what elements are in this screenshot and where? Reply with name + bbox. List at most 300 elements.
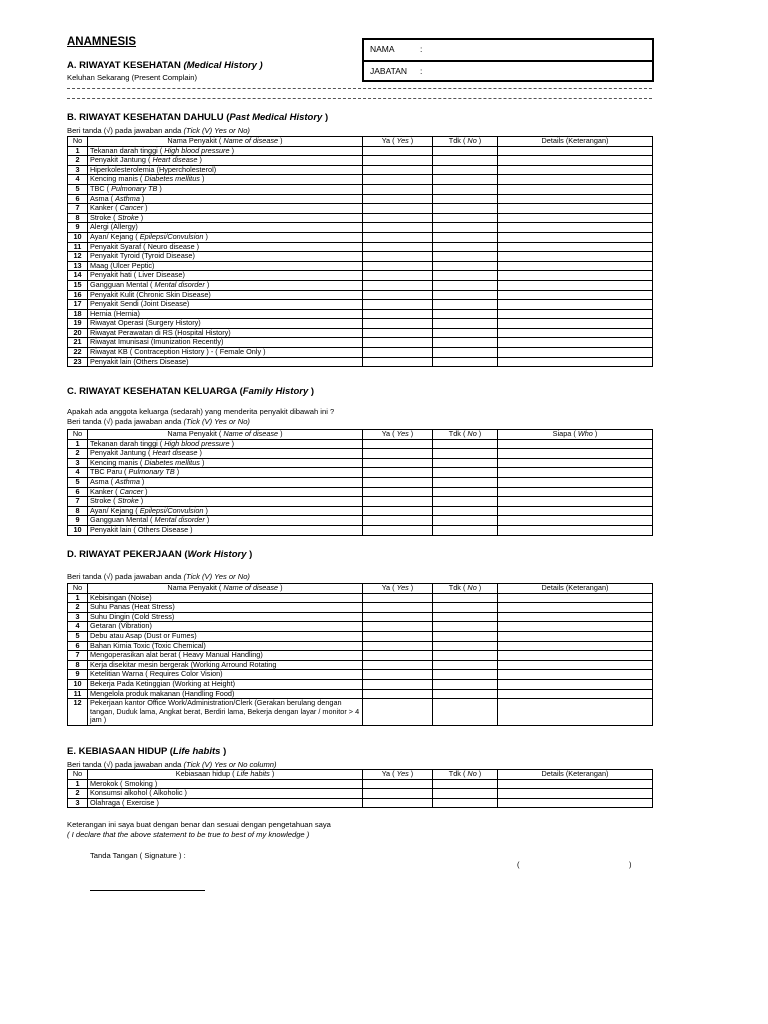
table-row (68, 146, 653, 156)
row-number: 6 (68, 194, 88, 204)
row-label: Hiperkolesterolemia (Hypercholesterol) (88, 165, 363, 175)
details-cell[interactable] (498, 660, 653, 670)
table-row (68, 631, 653, 641)
section-b-instruction (67, 126, 250, 135)
details-cell[interactable] (498, 156, 653, 166)
row-number: 19 (68, 319, 88, 329)
row-number: 2 (68, 789, 88, 799)
row-number: 1 (68, 779, 88, 789)
no-cell[interactable] (433, 357, 498, 367)
row-number: 8 (68, 506, 88, 516)
row-label: Riwayat Imunisasi (Imunization Recently) (88, 338, 363, 348)
details-cell[interactable] (498, 689, 653, 699)
row-label: Gangguan Mental ( Mental disorder ) (88, 516, 363, 526)
no-cell[interactable] (433, 439, 498, 449)
details-cell[interactable] (498, 603, 653, 613)
yes-cell[interactable] (363, 603, 433, 613)
row-label: Konsumsi alkohol ( Alkoholic ) (88, 789, 363, 799)
yes-cell[interactable] (363, 194, 433, 204)
work-history-header-row (68, 584, 653, 594)
yes-cell[interactable] (363, 651, 433, 661)
table-row (68, 280, 653, 290)
no-cell[interactable] (433, 232, 498, 242)
details-cell[interactable] (498, 641, 653, 651)
no-cell[interactable] (433, 184, 498, 194)
family-history-col-header: Tdk ( No ) (433, 430, 498, 440)
row-number: 5 (68, 477, 88, 487)
details-cell[interactable] (498, 213, 653, 223)
no-cell[interactable] (433, 487, 498, 497)
yes-cell[interactable] (363, 458, 433, 468)
table-row (68, 252, 653, 262)
section-a-title-text: A. RIWAYAT KESEHATAN (67, 60, 181, 71)
table-row (68, 603, 653, 613)
details-cell[interactable] (498, 184, 653, 194)
yes-cell[interactable] (363, 280, 433, 290)
yes-cell[interactable] (363, 348, 433, 358)
no-cell[interactable] (433, 319, 498, 329)
no-cell[interactable] (433, 651, 498, 661)
details-cell[interactable] (498, 204, 653, 214)
row-label: Penyakit Syaraf ( Neuro disease ) (88, 242, 363, 252)
details-cell[interactable] (498, 223, 653, 233)
table-row (68, 242, 653, 252)
declaration-line-2 (67, 830, 309, 839)
row-label: Stroke ( Stroke ) (88, 213, 363, 223)
table-row (68, 290, 653, 300)
no-cell[interactable] (433, 603, 498, 613)
no-cell[interactable] (433, 789, 498, 799)
details-cell[interactable] (498, 779, 653, 789)
table-row (68, 699, 653, 726)
yes-cell[interactable] (363, 468, 433, 478)
yes-cell[interactable] (363, 213, 433, 223)
no-cell[interactable] (433, 593, 498, 603)
row-label: Penyakit Jantung ( Heart disease ) (88, 156, 363, 166)
yes-cell[interactable] (363, 798, 433, 808)
details-cell[interactable] (498, 175, 653, 185)
details-cell[interactable] (498, 146, 653, 156)
details-cell[interactable] (498, 280, 653, 290)
yes-cell[interactable] (363, 165, 433, 175)
table-row (68, 439, 653, 449)
yes-cell[interactable] (363, 641, 433, 651)
section-a-subtitle: Keluhan Sekarang (Present Complain) (67, 73, 198, 82)
row-label: Kebisingan (Noise) (88, 593, 363, 603)
no-cell[interactable] (433, 458, 498, 468)
work-history-table (67, 583, 653, 726)
details-cell[interactable] (498, 261, 653, 271)
section-e-instruction-text: Beri tanda (√) pada jawaban anda (67, 760, 182, 769)
yes-cell[interactable] (363, 612, 433, 622)
no-cell[interactable] (433, 689, 498, 699)
no-cell[interactable] (433, 194, 498, 204)
row-number: 8 (68, 213, 88, 223)
details-cell[interactable] (498, 516, 653, 526)
table-row (68, 449, 653, 459)
table-row (68, 689, 653, 699)
row-label: Gangguan Mental ( Mental disorder ) (88, 280, 363, 290)
yes-cell[interactable] (363, 357, 433, 367)
row-label: Penyakit Kulit (Chronic Skin Disease) (88, 290, 363, 300)
no-cell[interactable] (433, 660, 498, 670)
no-cell[interactable] (433, 699, 498, 726)
yes-cell[interactable] (363, 184, 433, 194)
nama-row[interactable] (364, 40, 652, 60)
yes-cell[interactable] (363, 449, 433, 459)
details-cell[interactable] (498, 348, 653, 358)
jabatan-label: JABATAN (370, 66, 407, 76)
row-number: 1 (68, 439, 88, 449)
declaration-line-1: Keterangan ini saya buat dengan benar dan sesuai dengan pengetahuan saya (67, 820, 331, 829)
no-cell[interactable] (433, 506, 498, 516)
family-history-header-row (68, 430, 653, 440)
row-number: 7 (68, 651, 88, 661)
row-number: 7 (68, 497, 88, 507)
no-cell[interactable] (433, 156, 498, 166)
details-cell[interactable] (498, 525, 653, 535)
details-cell[interactable] (498, 309, 653, 319)
no-cell[interactable] (433, 290, 498, 300)
no-cell[interactable] (433, 242, 498, 252)
details-cell[interactable] (498, 232, 653, 242)
row-label: Stroke ( Stroke ) (88, 497, 363, 507)
printed-name-field[interactable] (522, 858, 626, 870)
no-cell[interactable] (433, 798, 498, 808)
row-label: Riwayat Operasi (Surgery History) (88, 319, 363, 329)
details-cell[interactable] (498, 271, 653, 281)
yes-cell[interactable] (363, 679, 433, 689)
row-number: 9 (68, 223, 88, 233)
details-cell[interactable] (498, 300, 653, 310)
section-b-instruction-en: (Tick (V) Yes or No) (183, 126, 250, 135)
row-label: Kencing manis ( Diabetes mellitus ) (88, 175, 363, 185)
details-cell[interactable] (498, 789, 653, 799)
details-cell[interactable] (498, 165, 653, 175)
row-label: Penyakit lain ( Others Disease ) (88, 525, 363, 535)
row-number: 2 (68, 603, 88, 613)
table-row (68, 213, 653, 223)
yes-cell[interactable] (363, 175, 433, 185)
table-row (68, 641, 653, 651)
section-c-title-close: ) (310, 386, 315, 397)
jabatan-row[interactable] (364, 60, 652, 82)
table-row (68, 338, 653, 348)
row-number: 18 (68, 309, 88, 319)
details-cell[interactable] (498, 242, 653, 252)
section-d-title-text: D. RIWAYAT PEKERJAAN ( (67, 549, 188, 560)
row-number: 6 (68, 641, 88, 651)
table-row (68, 165, 653, 175)
details-cell[interactable] (498, 506, 653, 516)
details-cell[interactable] (498, 319, 653, 329)
name-paren-close: ) (629, 860, 632, 869)
row-number: 23 (68, 357, 88, 367)
section-c-title-text: C. RIWAYAT KESEHATAN KELUARGA ( (67, 386, 243, 397)
details-cell[interactable] (498, 357, 653, 367)
section-d-title-en: Work History (187, 549, 247, 560)
details-cell[interactable] (498, 328, 653, 338)
row-number: 12 (68, 252, 88, 262)
row-label: TBC ( Pulmonary TB ) (88, 184, 363, 194)
row-label: Debu atau Asap (Dust or Fumes) (88, 631, 363, 641)
no-cell[interactable] (433, 204, 498, 214)
no-cell[interactable] (433, 165, 498, 175)
no-cell[interactable] (433, 525, 498, 535)
row-label: Suhu Dingin (Cold Stress) (88, 612, 363, 622)
row-label: Pekerjaan kantor Office Work/Administration/Clerk (Gerakan berulang dengan tangan, Duduk lama, Angkat berat, Berdiri lama, Bekerja dengan layar / monitor > 4 jam ) (88, 699, 363, 726)
no-cell[interactable] (433, 516, 498, 526)
no-cell[interactable] (433, 622, 498, 632)
row-label: TBC Paru ( Pulmonary TB ) (88, 468, 363, 478)
row-number: 3 (68, 612, 88, 622)
yes-cell[interactable] (363, 309, 433, 319)
yes-cell[interactable] (363, 156, 433, 166)
row-label: Riwayat Perawatan di RS (Hospital History) (88, 328, 363, 338)
yes-cell[interactable] (363, 328, 433, 338)
family-history-col-header: Nama Penyakit ( Name of disease ) (88, 430, 363, 440)
table-row (68, 357, 653, 367)
details-cell[interactable] (498, 252, 653, 262)
details-cell[interactable] (498, 439, 653, 449)
row-label: Penyakit Tyroid (Tyroid Disease) (88, 252, 363, 262)
yes-cell[interactable] (363, 779, 433, 789)
section-b-title-en: Past Medical History (229, 112, 323, 123)
yes-cell[interactable] (363, 670, 433, 680)
jabatan-colon: : (420, 66, 423, 76)
row-number: 1 (68, 593, 88, 603)
no-cell[interactable] (433, 449, 498, 459)
section-c-title-en: Family History (242, 386, 309, 397)
yes-cell[interactable] (363, 338, 433, 348)
yes-cell[interactable] (363, 699, 433, 726)
past-medical-history-table (67, 136, 653, 367)
no-cell[interactable] (433, 175, 498, 185)
details-cell[interactable] (498, 477, 653, 487)
section-b-title (67, 112, 328, 123)
details-cell[interactable] (498, 194, 653, 204)
complaint-line-2[interactable] (67, 98, 652, 99)
life-habits-col-header: Details (Keterangan) (498, 770, 653, 780)
section-e-title-close: ) (223, 746, 227, 757)
table-row (68, 612, 653, 622)
table-row (68, 300, 653, 310)
row-label: Mengoperasikan alat berat ( Heavy Manual Handling) (88, 651, 363, 661)
table-row (68, 458, 653, 468)
row-number: 11 (68, 689, 88, 699)
yes-cell[interactable] (363, 252, 433, 262)
section-b-title-close: ) (324, 112, 329, 123)
table-row (68, 194, 653, 204)
row-number: 14 (68, 271, 88, 281)
no-cell[interactable] (433, 223, 498, 233)
no-cell[interactable] (433, 338, 498, 348)
section-e-instruction-en: (Tick (V) Yes or No column) (183, 760, 277, 769)
details-cell[interactable] (498, 593, 653, 603)
details-cell[interactable] (498, 487, 653, 497)
yes-cell[interactable] (363, 631, 433, 641)
row-number: 10 (68, 232, 88, 242)
row-label: Mengelola produk makanan (Handling Food) (88, 689, 363, 699)
yes-cell[interactable] (363, 223, 433, 233)
family-history-col-header: Ya ( Yes ) (363, 430, 433, 440)
yes-cell[interactable] (363, 506, 433, 516)
row-label: Kanker ( Cancer ) (88, 487, 363, 497)
past-medical-col-header: Ya ( Yes ) (363, 137, 433, 147)
past-medical-col-header: Nama Penyakit ( Name of disease ) (88, 137, 363, 147)
table-row (68, 223, 653, 233)
section-d-instruction (67, 572, 250, 581)
details-cell[interactable] (498, 458, 653, 468)
yes-cell[interactable] (363, 689, 433, 699)
row-label: Ketelitian Warna ( Requires Color Vision) (88, 670, 363, 680)
no-cell[interactable] (433, 670, 498, 680)
table-row (68, 798, 653, 808)
details-cell[interactable] (498, 290, 653, 300)
row-label: Tekanan darah tinggi ( High blood pressure ) (88, 439, 363, 449)
no-cell[interactable] (433, 309, 498, 319)
section-a-title-en: (Medical History ) (183, 60, 263, 71)
yes-cell[interactable] (363, 622, 433, 632)
row-number: 4 (68, 468, 88, 478)
details-cell[interactable] (498, 679, 653, 689)
yes-cell[interactable] (363, 204, 433, 214)
details-cell[interactable] (498, 622, 653, 632)
row-number: 8 (68, 660, 88, 670)
yes-cell[interactable] (363, 242, 433, 252)
row-label: Asma ( Asthma ) (88, 477, 363, 487)
no-cell[interactable] (433, 612, 498, 622)
yes-cell[interactable] (363, 477, 433, 487)
table-row (68, 328, 653, 338)
family-history-col-header: Siapa ( Who ) (498, 430, 653, 440)
yes-cell[interactable] (363, 290, 433, 300)
table-row (68, 156, 653, 166)
no-cell[interactable] (433, 641, 498, 651)
nama-label: NAMA (370, 44, 395, 54)
table-row (68, 651, 653, 661)
yes-cell[interactable] (363, 497, 433, 507)
row-label: Kanker ( Cancer ) (88, 204, 363, 214)
no-cell[interactable] (433, 280, 498, 290)
no-cell[interactable] (433, 497, 498, 507)
details-cell[interactable] (498, 670, 653, 680)
row-label: Penyakit lain (Others Disease) (88, 357, 363, 367)
no-cell[interactable] (433, 300, 498, 310)
details-cell[interactable] (498, 449, 653, 459)
row-label: Bahan Kimia Toxic (Toxic Chemical) (88, 641, 363, 651)
row-label: Kerja disekitar mesin bergerak (Working Arround Rotating (88, 660, 363, 670)
yes-cell[interactable] (363, 525, 433, 535)
yes-cell[interactable] (363, 146, 433, 156)
table-row (68, 348, 653, 358)
yes-cell[interactable] (363, 593, 433, 603)
row-number: 2 (68, 449, 88, 459)
work-history-col-header: No (68, 584, 88, 594)
life-habits-col-header: Kebiasaan hidup ( Life habits ) (88, 770, 363, 780)
details-cell[interactable] (498, 651, 653, 661)
section-c-instruction-en: (Tick (V) Yes or No) (183, 417, 250, 426)
no-cell[interactable] (433, 213, 498, 223)
table-row (68, 670, 653, 680)
row-number: 13 (68, 261, 88, 271)
no-cell[interactable] (433, 679, 498, 689)
past-medical-col-header: No (68, 137, 88, 147)
details-cell[interactable] (498, 699, 653, 726)
row-label: Penyakit Sendi (Joint Disease) (88, 300, 363, 310)
details-cell[interactable] (498, 468, 653, 478)
details-cell[interactable] (498, 338, 653, 348)
no-cell[interactable] (433, 328, 498, 338)
work-history-col-header: Ya ( Yes ) (363, 584, 433, 594)
row-number: 9 (68, 670, 88, 680)
table-row (68, 204, 653, 214)
yes-cell[interactable] (363, 232, 433, 242)
yes-cell[interactable] (363, 300, 433, 310)
yes-cell[interactable] (363, 789, 433, 799)
signature-line[interactable] (90, 890, 205, 891)
row-number: 21 (68, 338, 88, 348)
row-label: Getaran (Vibration) (88, 622, 363, 632)
page-title: ANAMNESIS (67, 36, 137, 48)
table-row (68, 516, 653, 526)
no-cell[interactable] (433, 779, 498, 789)
details-cell[interactable] (498, 612, 653, 622)
details-cell[interactable] (498, 631, 653, 641)
work-history-col-header: Details (Keterangan) (498, 584, 653, 594)
yes-cell[interactable] (363, 319, 433, 329)
section-e-title (67, 746, 226, 757)
no-cell[interactable] (433, 271, 498, 281)
row-number: 15 (68, 280, 88, 290)
complaint-line-1[interactable] (67, 88, 652, 89)
details-cell[interactable] (498, 497, 653, 507)
no-cell[interactable] (433, 477, 498, 487)
table-row (68, 622, 653, 632)
life-habits-header-row (68, 770, 653, 780)
yes-cell[interactable] (363, 261, 433, 271)
details-cell[interactable] (498, 798, 653, 808)
table-row (68, 319, 653, 329)
no-cell[interactable] (433, 146, 498, 156)
no-cell[interactable] (433, 348, 498, 358)
section-d-title-close: ) (249, 549, 253, 560)
row-label: Alergi (Allergy) (88, 223, 363, 233)
yes-cell[interactable] (363, 487, 433, 497)
no-cell[interactable] (433, 252, 498, 262)
yes-cell[interactable] (363, 271, 433, 281)
no-cell[interactable] (433, 261, 498, 271)
row-number: 11 (68, 242, 88, 252)
yes-cell[interactable] (363, 439, 433, 449)
no-cell[interactable] (433, 468, 498, 478)
row-number: 22 (68, 348, 88, 358)
work-history-col-header: Tdk ( No ) (433, 584, 498, 594)
table-row (68, 506, 653, 516)
yes-cell[interactable] (363, 660, 433, 670)
section-c-question: Apakah ada anggota keluarga (sedarah) yang menderita penyakit dibawah ini ? (67, 407, 335, 416)
table-row (68, 232, 653, 242)
row-number: 10 (68, 525, 88, 535)
family-history-col-header: No (68, 430, 88, 440)
yes-cell[interactable] (363, 516, 433, 526)
row-number: 12 (68, 699, 88, 726)
section-e-title-text: E. KEBIASAAN HIDUP ( (67, 746, 173, 757)
no-cell[interactable] (433, 631, 498, 641)
past-medical-header-row (68, 137, 653, 147)
section-c-title (67, 386, 314, 397)
life-habits-col-header: Ya ( Yes ) (363, 770, 433, 780)
